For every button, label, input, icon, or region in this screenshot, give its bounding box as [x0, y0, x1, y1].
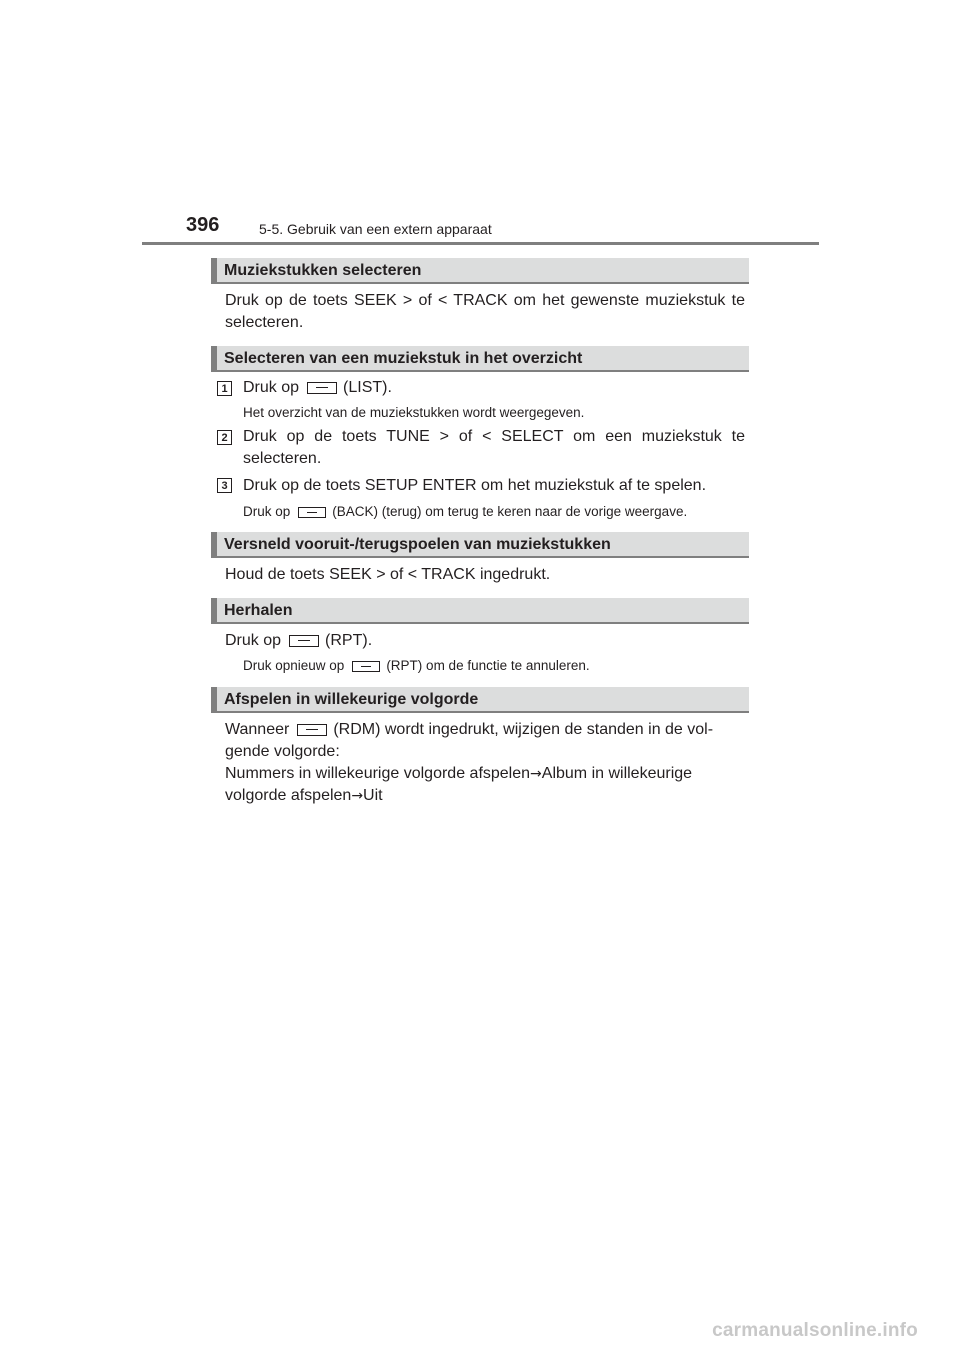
rpt-key-icon-note: [352, 661, 380, 672]
section-heading-random: Afspelen in willekeurige volgorde: [211, 687, 749, 713]
step-number-1: 1: [217, 381, 232, 396]
step-1-note: Het overzicht van de muziekstukken wordt weergegeven.: [243, 405, 585, 420]
rdm-key-icon: [297, 724, 327, 736]
header-rule: [142, 242, 819, 245]
section-heading-select: Muziekstukken selecteren: [211, 258, 749, 284]
rpt-key-icon: [289, 635, 319, 647]
select-paragraph: Druk op de toets SEEK > of < TRACK om het gewenste muziekstuk te selecteren.: [225, 292, 745, 331]
back-key-icon: [298, 507, 326, 518]
step-3-text: Druk op de toets SETUP ENTER om het muziekstuk af te spelen.: [243, 477, 707, 494]
random-line-4: volgorde afspelen→Uit: [225, 787, 383, 804]
step-number-2: 2: [217, 430, 232, 445]
random-line-1: Wanneer (RDM) wordt ingedrukt, wijzigen de standen in de vol-: [225, 721, 714, 738]
repeat-paragraph: Druk op (RPT).: [225, 632, 373, 649]
step-1-text: Druk op (LIST).: [243, 379, 392, 396]
step-number-3: 3: [217, 478, 232, 493]
step-3-note: Druk op (BACK) (terug) om terug te keren naar de vorige weergave.: [243, 504, 688, 519]
section-heading-list: Selecteren van een muziekstuk in het overzicht: [211, 346, 749, 372]
repeat-note: Druk opnieuw op (RPT) om de functie te annuleren.: [243, 658, 590, 673]
random-line-3: Nummers in willekeurige volgorde afspelen→Album in willekeurige: [225, 765, 693, 782]
page-number: 396: [186, 214, 220, 236]
step-2-text: Druk op de toets TUNE > of < SELECT om een muziekstuk te selecteren.: [243, 428, 745, 467]
chapter-title: 5-5. Gebruik van een extern apparaat: [259, 221, 492, 237]
random-line-2: gende volgorde:: [225, 743, 340, 760]
seek-paragraph: Houd de toets SEEK > of < TRACK ingedrukt.: [225, 566, 551, 583]
section-heading-repeat: Herhalen: [211, 598, 749, 624]
section-heading-seek: Versneld vooruit-/terugspoelen van muziekstukken: [211, 532, 749, 558]
list-key-icon: [307, 382, 337, 394]
watermark: carmanualsonline.info: [712, 1320, 918, 1341]
